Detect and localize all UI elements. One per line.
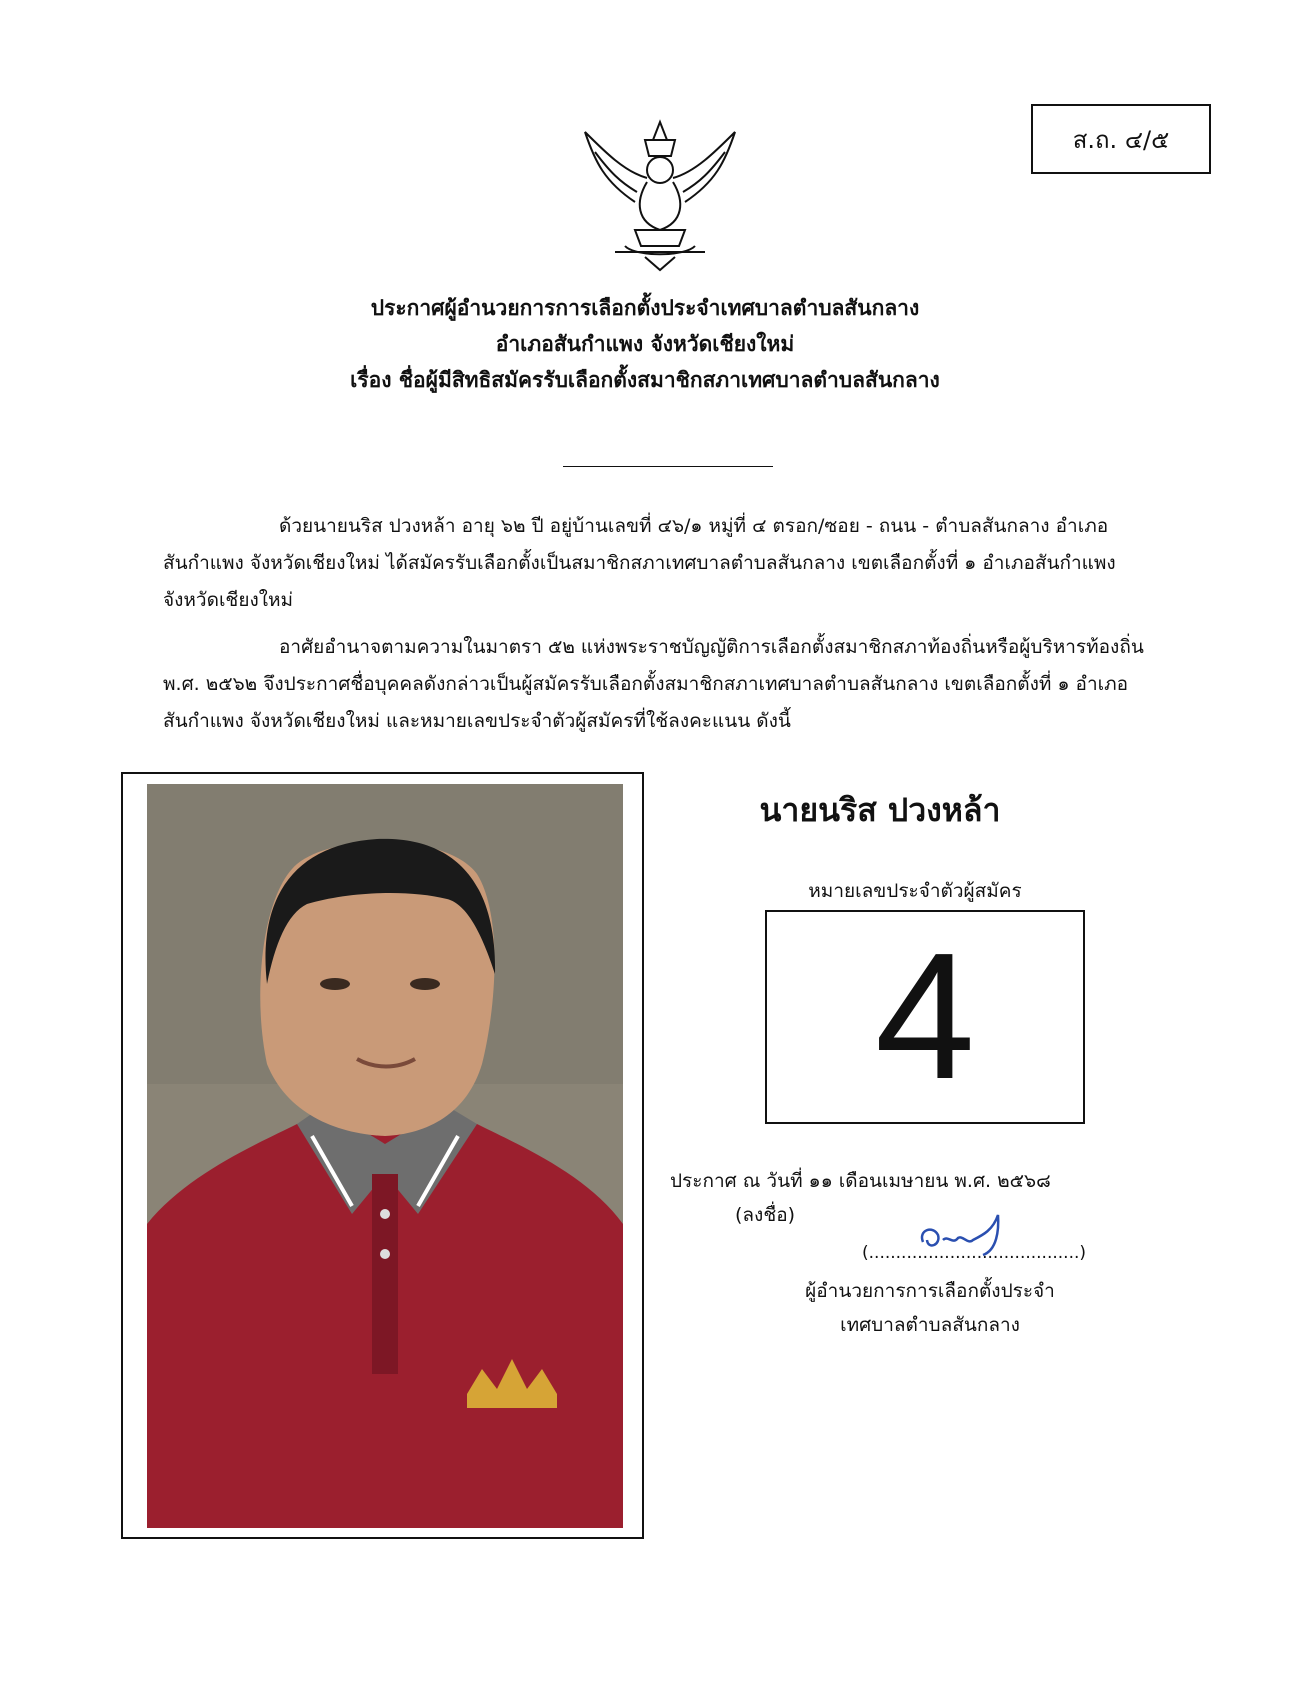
candidate-number: 4 (874, 916, 976, 1117)
announcement-headings (200, 290, 1090, 398)
paragraph-authority: อาศัยอำนาจตามความในมาตรา ๕๒ แห่งพระราชบัญญัติการเลือกตั้งสมาชิกสภาท้องถิ่นหรือผู้บริหารท้องถิ่น พ.ศ. ๒๕๖๒ จึงประกาศชื่อบุคคลดังกล่าวเป็นผู้สมัครรับเลือกตั้งสมาชิกสภาเทศบาลตำบลสันกลาง เขตเลือกตั้งที่ ๑ อำเภอสันกำแพง จังหวัดเชียงใหม่ และหมายเลขประจำตัวผู้สมัครที่ใช้ลงคะแนน ดังนี้ (163, 636, 1144, 732)
candidate-photo (147, 784, 623, 1528)
candidate-number-label: หมายเลขประจำตัวผู้สมัคร (808, 880, 1022, 902)
candidate-photo-frame (121, 772, 644, 1539)
paragraph-applicant: ด้วยนายนริส ปวงหล้า อายุ ๖๒ ปี อยู่บ้านเลขที่ ๔๖/๑ หมู่ที่ ๔ ตรอก/ซอย - ถนน - ตำบลสันกลาง อำเภอสันกำแพง จังหวัดเชียงใหม่ ได้สมัครรับเลือกตั้งเป็นสมาชิกสภาเทศบาลตำบลสันกลาง เขตเลือกตั้งที่ ๑ อำเภอสันกำแพง จังหวัดเชียงใหม่ (163, 515, 1116, 611)
announcement-date: ประกาศ ณ วันที่ ๑๑ เดือนเมษายน พ.ศ. ๒๕๖๘ (670, 1170, 1051, 1192)
candidate-name: นายนริส ปวงหล้า (759, 791, 1001, 829)
heading-line-2: อำเภอสันกำแพง จังหวัดเชียงใหม่ (495, 332, 795, 356)
signer-title-line-1: ผู้อำนวยการการเลือกตั้งประจำ (805, 1280, 1055, 1302)
heading-line-3: เรื่อง ชื่อผู้มีสิทธิสมัครรับเลือกตั้งสมาชิกสภาเทศบาลตำบลสันกลาง (350, 368, 940, 392)
divider (563, 466, 773, 467)
garuda-emblem-icon (575, 112, 745, 272)
signature-line: (.......................................) (862, 1243, 1087, 1263)
signer-title-line-2: เทศบาลตำบลสันกลาง (840, 1314, 1020, 1336)
candidate-number-box (765, 910, 1085, 1124)
form-code-box (1031, 104, 1211, 174)
form-code: ส.ถ. ๔/๕ (1072, 125, 1170, 154)
signed-label: (ลงชื่อ) (735, 1204, 796, 1226)
heading-line-1: ประกาศผู้อำนวยการการเลือกตั้งประจำเทศบาลตำบลสันกลาง (370, 296, 920, 320)
